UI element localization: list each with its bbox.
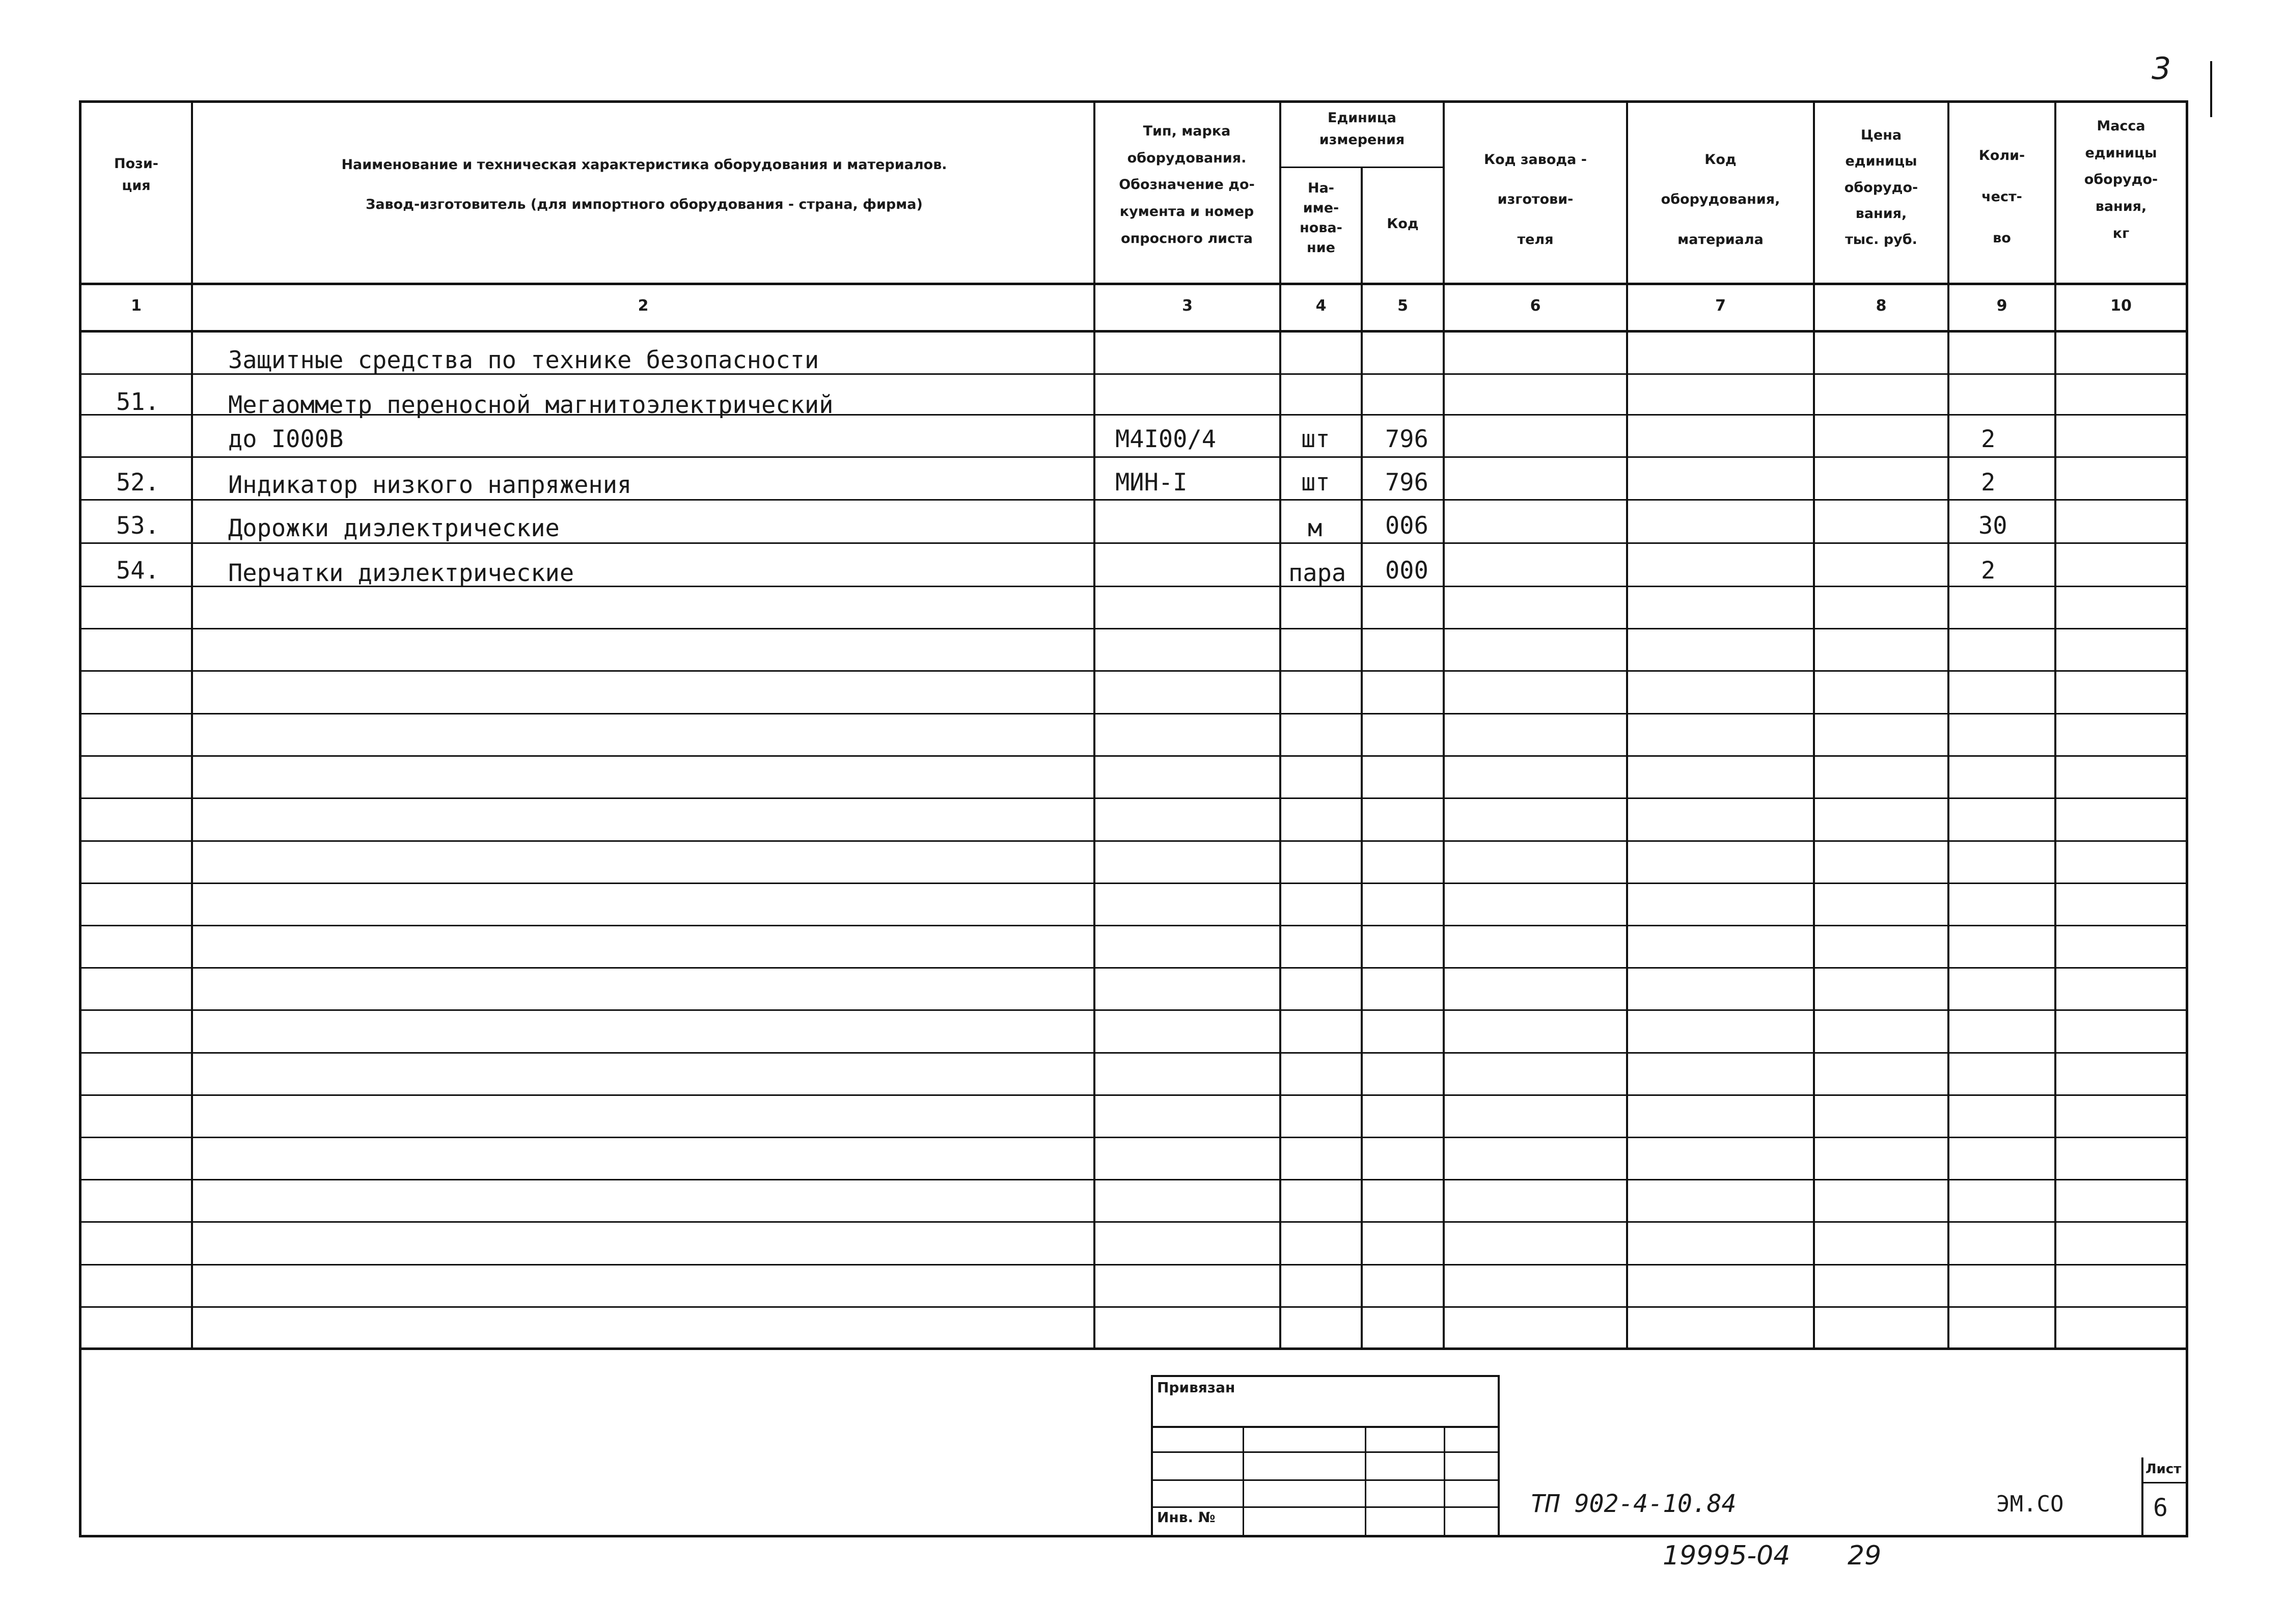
row-unit-code: 006 xyxy=(1385,512,1428,540)
header-position: Пози- ция xyxy=(114,156,158,194)
row-quantity: 30 xyxy=(1978,512,2007,540)
row-unit: м xyxy=(1308,514,1323,542)
row-type: М4I00/4 xyxy=(1115,425,1217,453)
row-name: Индикатор низкого напряжения xyxy=(228,471,632,499)
row-position: 54. xyxy=(116,557,159,585)
column-number: 1 xyxy=(131,297,142,315)
row-name: Перчатки диэлектрические xyxy=(228,559,574,587)
stamp-sheet-number: 6 xyxy=(2153,1494,2168,1522)
header-price: Цена единицы оборудо- вания, тыс. руб. xyxy=(1844,127,1918,248)
row-position: 51. xyxy=(116,388,159,416)
row-quantity: 2 xyxy=(1981,425,1996,453)
header-mass: Масса единицы оборудо- вания, кг xyxy=(2084,118,2158,241)
column-number: 6 xyxy=(1530,297,1541,315)
archive-number: 19995-04 xyxy=(1663,1540,1791,1571)
row-type: МИН-I xyxy=(1115,469,1188,497)
header-equipment-code: Код оборудования, материала xyxy=(1661,152,1780,247)
row-unit: шт xyxy=(1301,469,1330,497)
archive-page: 29 xyxy=(1848,1540,1882,1571)
stamp-document-code: ТП 902-4-10.84 xyxy=(1530,1490,1737,1518)
row-quantity: 2 xyxy=(1981,469,1996,497)
column-number: 10 xyxy=(2110,297,2132,315)
row-unit-code: 796 xyxy=(1385,469,1428,497)
row-position: 52. xyxy=(116,469,159,497)
stamp-linked-label: Привязан xyxy=(1157,1379,1235,1396)
corner-mark: 3 xyxy=(2152,51,2171,87)
column-number: 9 xyxy=(1996,297,2007,315)
stamp-inventory-label: Инв. № xyxy=(1157,1509,1216,1526)
row-unit-code: 000 xyxy=(1385,557,1428,585)
row-name: Защитные средства по технике безопасности xyxy=(228,346,819,374)
header-name: Наименование и техническая характеристика оборудования и материалов. Завод-изготовитель (для импортного оборудования - страна, фирма) xyxy=(341,157,947,213)
stamp-section: ЭМ.СО xyxy=(1996,1491,2064,1517)
column-number: 5 xyxy=(1397,297,1408,315)
row-name: до I000В xyxy=(228,425,344,453)
header-unit-group: Единица измерения xyxy=(1319,110,1405,148)
header-unit-code: Код xyxy=(1387,216,1419,232)
column-number: 8 xyxy=(1876,297,1887,315)
column-number: 7 xyxy=(1715,297,1726,315)
column-number: 3 xyxy=(1182,297,1193,315)
stamp-sheet-label: Лист xyxy=(2145,1462,2182,1477)
row-name: Мегаомметр переносной магнитоэлектрический xyxy=(228,391,834,419)
column-number: 2 xyxy=(638,297,649,315)
row-unit: шт xyxy=(1301,425,1330,453)
header-manufacturer-code: Код завода - изготови- теля xyxy=(1484,152,1587,247)
row-quantity: 2 xyxy=(1981,557,1996,585)
row-name: Дорожки диэлектрические xyxy=(228,514,560,542)
row-unit-code: 796 xyxy=(1385,425,1428,453)
header-unit-name: На- име- нова- ние xyxy=(1300,180,1342,256)
row-unit: пара xyxy=(1288,559,1346,587)
header-type: Тип, марка оборудования. Обозначение до- кумента и номер опросного листа xyxy=(1119,123,1255,246)
row-position: 53. xyxy=(116,512,159,540)
header-quantity: Коли- чест- во xyxy=(1978,148,2025,246)
column-number: 4 xyxy=(1315,297,1327,315)
